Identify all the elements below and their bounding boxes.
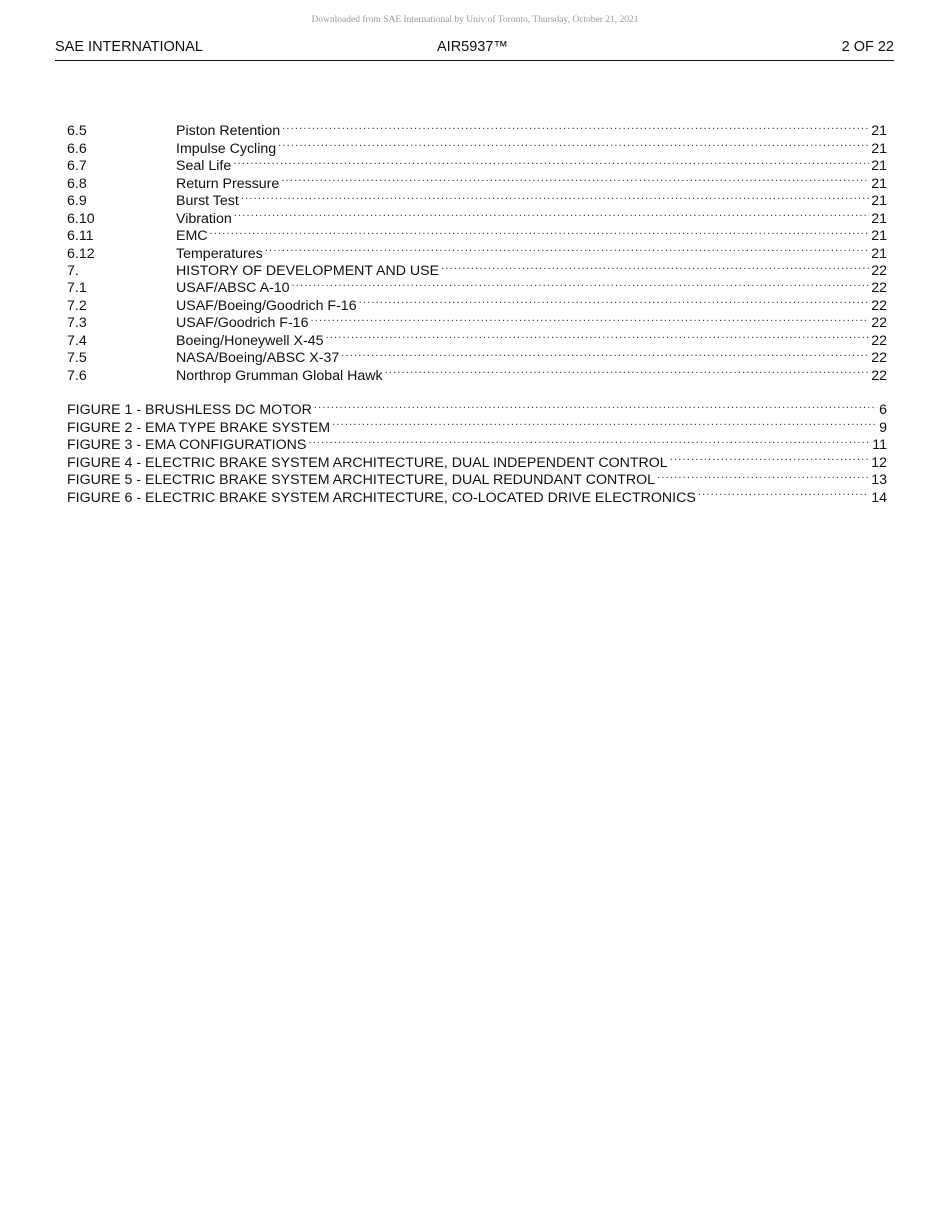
document-id: AIR5937™ bbox=[437, 39, 508, 55]
dot-leader bbox=[670, 449, 870, 466]
page-header bbox=[55, 38, 894, 61]
toc-entry-title: Boeing/Honeywell X-45 bbox=[176, 332, 324, 349]
dot-leader bbox=[233, 153, 869, 170]
toc-entry-title: USAF/Goodrich F-16 bbox=[176, 315, 309, 332]
page-number: 2 OF 22 bbox=[841, 39, 894, 55]
figure-entry[interactable] bbox=[67, 397, 887, 419]
figure-entry-title: FIGURE 1 - BRUSHLESS DC MOTOR bbox=[67, 402, 312, 419]
toc-entry-page: 22 bbox=[871, 332, 887, 349]
dot-leader bbox=[325, 327, 869, 344]
toc-entry-title: USAF/ABSC A-10 bbox=[176, 280, 290, 297]
toc-entry-title: HISTORY OF DEVELOPMENT AND USE bbox=[176, 262, 440, 279]
dot-leader bbox=[332, 414, 877, 431]
dot-leader bbox=[234, 205, 869, 222]
dot-leader bbox=[282, 118, 869, 135]
toc-entry-number: 6.8 bbox=[67, 175, 87, 192]
toc-entry-number: 6.7 bbox=[67, 158, 87, 175]
toc-entry-title: Piston Retention bbox=[176, 123, 281, 140]
toc-entry-page: 22 bbox=[871, 367, 887, 384]
dot-leader bbox=[210, 223, 870, 240]
toc-entry-page: 22 bbox=[871, 280, 887, 297]
toc-entry-page: 21 bbox=[871, 140, 887, 157]
dot-leader bbox=[281, 170, 869, 187]
dot-leader bbox=[310, 310, 869, 327]
figure-entry-title: FIGURE 5 - ELECTRIC BRAKE SYSTEM ARCHITECTURE, DUAL REDUNDANT CONTROL bbox=[67, 472, 656, 489]
toc-entry-page: 21 bbox=[871, 123, 887, 140]
publisher-name: SAE INTERNATIONAL bbox=[55, 39, 203, 55]
figure-entry-page: 9 bbox=[879, 419, 887, 436]
dot-leader bbox=[698, 484, 869, 501]
toc-entry-page: 22 bbox=[871, 262, 887, 279]
toc-entry-title: EMC bbox=[176, 228, 208, 245]
dot-leader bbox=[265, 240, 869, 257]
toc-entry-title: Temperatures bbox=[176, 245, 263, 262]
dot-leader bbox=[308, 432, 870, 449]
toc-entry-title: Northrop Grumman Global Hawk bbox=[176, 367, 383, 384]
toc-entry-number: 6.12 bbox=[67, 245, 95, 262]
toc-entry-number: 7.4 bbox=[67, 332, 87, 349]
figure-entry-page: 14 bbox=[871, 489, 887, 506]
toc-entry-number: 7.1 bbox=[67, 280, 87, 297]
toc-entry-title: Seal Life bbox=[176, 158, 232, 175]
toc-entry-title: USAF/Boeing/Goodrich F-16 bbox=[176, 297, 357, 314]
toc-entry-number: 7.5 bbox=[67, 350, 87, 367]
toc-entry-page: 21 bbox=[871, 193, 887, 210]
toc-entry-title: Burst Test bbox=[176, 193, 239, 210]
figure-entry-page: 13 bbox=[871, 472, 887, 489]
toc-entry-number: 6.10 bbox=[67, 210, 95, 227]
dot-leader bbox=[292, 275, 870, 292]
toc-entry-number: 6.5 bbox=[67, 123, 87, 140]
toc-entry[interactable] bbox=[67, 118, 887, 140]
figure-entry-title: FIGURE 3 - EMA CONFIGURATIONS bbox=[67, 437, 307, 454]
figure-entry-page: 6 bbox=[879, 402, 887, 419]
toc-entry-title: Impulse Cycling bbox=[176, 140, 277, 157]
download-watermark: Downloaded from SAE International by Univ of Toronto, Thursday, October 21, 2021 bbox=[311, 15, 639, 25]
dot-leader bbox=[341, 345, 869, 362]
toc-entry-number: 7. bbox=[67, 262, 79, 279]
toc-entry-number: 6.11 bbox=[67, 228, 94, 245]
dot-leader bbox=[241, 188, 869, 205]
dot-leader bbox=[385, 362, 870, 379]
toc-entry-page: 21 bbox=[871, 175, 887, 192]
toc-entry-page: 22 bbox=[871, 350, 887, 367]
toc-entry-page: 21 bbox=[871, 158, 887, 175]
toc-entry-page: 21 bbox=[871, 228, 887, 245]
toc-entry-number: 6.9 bbox=[67, 193, 87, 210]
dot-leader bbox=[441, 258, 869, 275]
dot-leader bbox=[314, 397, 877, 414]
toc-entry-page: 22 bbox=[871, 315, 887, 332]
toc-entry-number: 7.3 bbox=[67, 315, 87, 332]
toc-entry-title: NASA/Boeing/ABSC X-37 bbox=[176, 350, 340, 367]
dot-leader bbox=[359, 292, 870, 309]
toc-entry-page: 22 bbox=[871, 297, 887, 314]
figure-entry-page: 12 bbox=[871, 454, 887, 471]
list-of-figures bbox=[67, 397, 887, 506]
toc-entry-page: 21 bbox=[871, 245, 887, 262]
dot-leader bbox=[278, 135, 869, 152]
figure-entry-page: 11 bbox=[872, 437, 887, 454]
figure-entry-title: FIGURE 2 - EMA TYPE BRAKE SYSTEM bbox=[67, 419, 331, 436]
toc-entry-number: 7.6 bbox=[67, 367, 87, 384]
figure-entry-title: FIGURE 6 - ELECTRIC BRAKE SYSTEM ARCHITECTURE, CO-LOCATED DRIVE ELECTRONICS bbox=[67, 489, 696, 506]
figure-entry-title: FIGURE 4 - ELECTRIC BRAKE SYSTEM ARCHITECTURE, DUAL INDEPENDENT CONTROL bbox=[67, 454, 668, 471]
toc-entry-title: Return Pressure bbox=[176, 175, 280, 192]
toc-entry-title: Vibration bbox=[176, 210, 232, 227]
toc-sections-list bbox=[67, 118, 887, 384]
dot-leader bbox=[657, 467, 869, 484]
toc-entry-number: 7.2 bbox=[67, 297, 87, 314]
toc-entry-page: 21 bbox=[871, 210, 887, 227]
toc-entry-number: 6.6 bbox=[67, 140, 87, 157]
